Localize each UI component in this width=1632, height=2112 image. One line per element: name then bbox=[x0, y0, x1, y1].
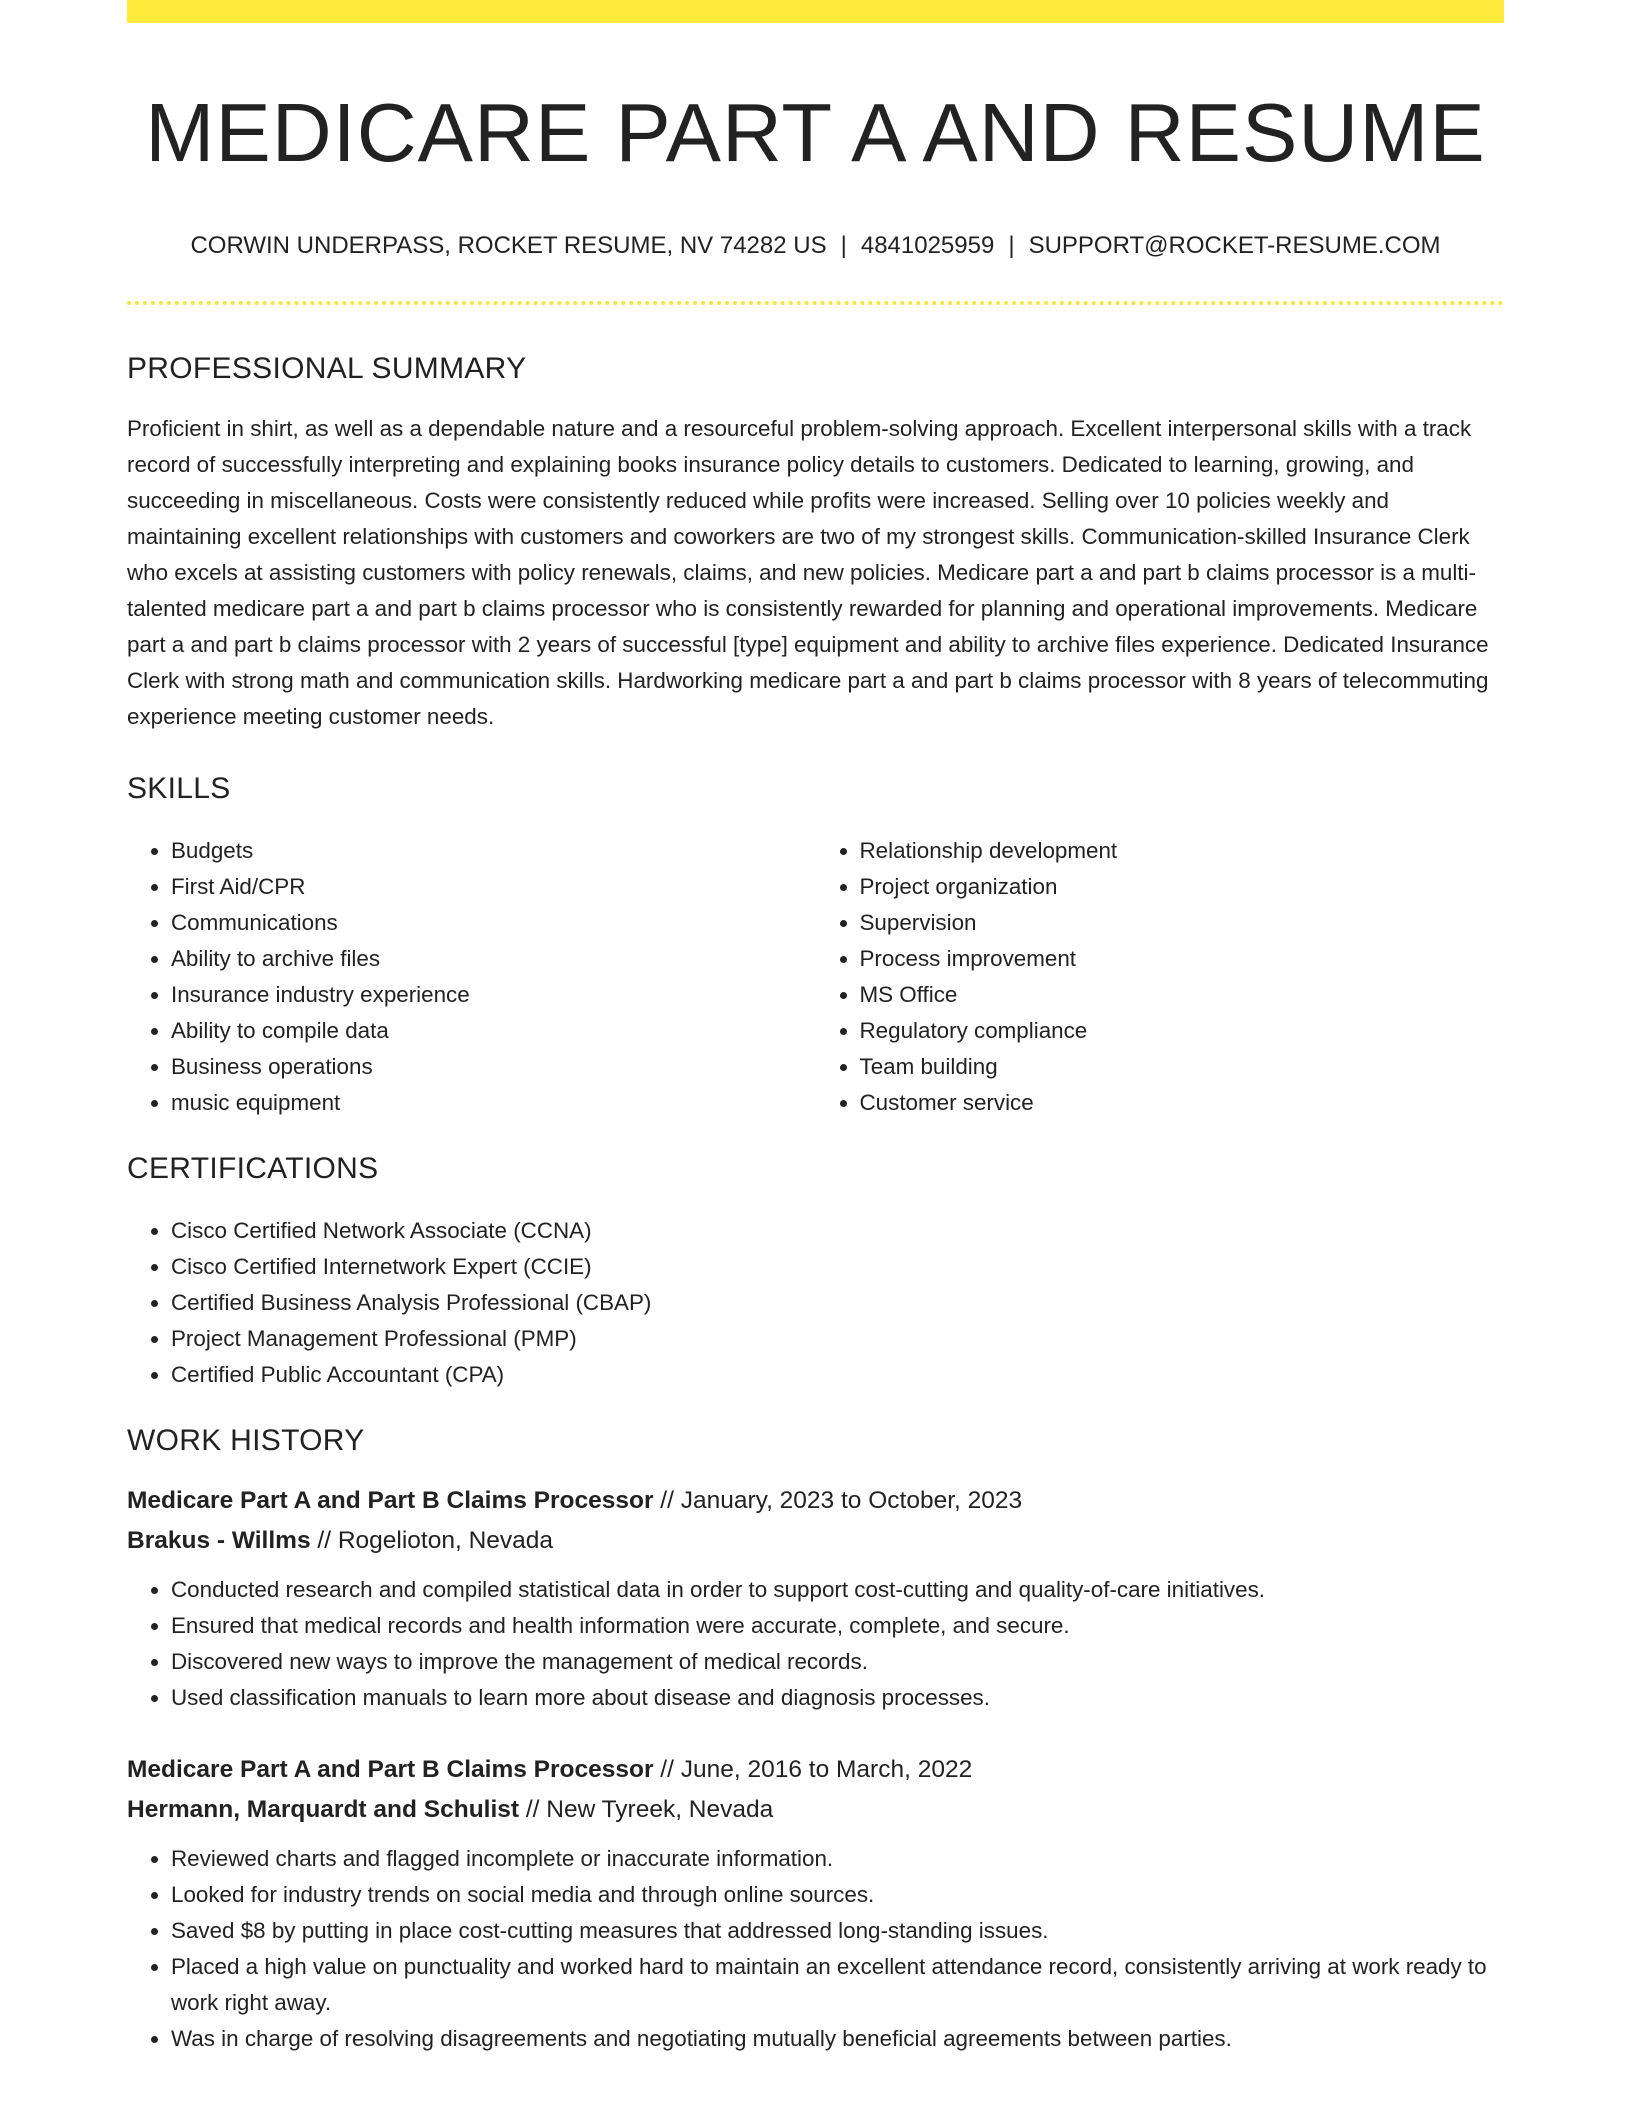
certification-item: • Certified Public Accountant (CPA) bbox=[171, 1357, 1504, 1393]
header-divider bbox=[127, 301, 1504, 305]
certification-item: • Cisco Certified Internetwork Expert (CCIE) bbox=[171, 1249, 1504, 1285]
certifications-heading: CERTIFICATIONS bbox=[127, 1151, 379, 1185]
certifications-list bbox=[127, 1213, 1504, 1393]
summary-heading: PROFESSIONAL SUMMARY bbox=[127, 351, 527, 385]
skills-list-right bbox=[816, 833, 1505, 1121]
contact-line bbox=[127, 230, 1504, 261]
job-entry bbox=[127, 1481, 1504, 1716]
certification-item: • Certified Business Analysis Professional (CBAP) bbox=[171, 1285, 1504, 1321]
job-duty: • Was in charge of resolving disagreements and negotiating mutually beneficial agreements between parties. bbox=[171, 2021, 1504, 2057]
job-duty: • Reviewed charts and flagged incomplete or inaccurate information. bbox=[171, 1841, 1504, 1877]
skill-item: • Supervision bbox=[860, 905, 1505, 941]
contact-separator: | bbox=[840, 231, 847, 259]
skill-item: • Business operations bbox=[171, 1049, 816, 1085]
job-title-line bbox=[127, 1750, 1504, 1790]
job-duty: • Discovered new ways to improve the management of medical records. bbox=[171, 1644, 1504, 1680]
job-dates: // June, 2016 to March, 2022 bbox=[653, 1755, 973, 1783]
job-company-line bbox=[127, 1790, 1504, 1830]
job-dates: // January, 2023 to October, 2023 bbox=[653, 1486, 1023, 1514]
job-duty: • Conducted research and compiled statistical data in order to support cost-cutting and quality-of-care initiatives. bbox=[171, 1572, 1504, 1608]
job-duty: • Looked for industry trends on social media and through online sources. bbox=[171, 1877, 1504, 1913]
skill-item: • MS Office bbox=[860, 977, 1505, 1013]
job-title: Medicare Part A and Part B Claims Processor bbox=[127, 1486, 654, 1514]
skill-item: • Relationship development bbox=[860, 833, 1505, 869]
skill-item: • Process improvement bbox=[860, 941, 1505, 977]
job-duties-list bbox=[127, 1841, 1504, 2057]
certification-item: • Cisco Certified Network Associate (CCNA) bbox=[171, 1213, 1504, 1249]
skill-item: • Communications bbox=[171, 905, 816, 941]
skill-item: • Team building bbox=[860, 1049, 1505, 1085]
contact-phone: 4841025959 bbox=[860, 231, 995, 259]
job-company: Hermann, Marquardt and Schulist bbox=[127, 1795, 520, 1823]
skill-item: • First Aid/CPR bbox=[171, 869, 816, 905]
job-location: // New Tyreek, Nevada bbox=[519, 1795, 774, 1823]
job-duty: • Used classification manuals to learn more about disease and diagnosis processes. bbox=[171, 1680, 1504, 1716]
skill-item: • Insurance industry experience bbox=[171, 977, 816, 1013]
resume-title: MEDICARE PART A AND RESUME bbox=[145, 86, 1486, 179]
skill-item: • Budgets bbox=[171, 833, 816, 869]
skills-list-left bbox=[127, 833, 816, 1121]
summary-text: Proficient in shirt, as well as a dependable nature and a resourceful problem-solving approach. Excellent interpersonal skills with a track record of successfully interpreting and explaining books insurance policy details to customers. Dedicated to learning, growing, and succeeding in miscellaneous. Costs were consistently reduced while profits were increased. Selling over 10 policies weekly and maintaining excellent relationships with customers and coworkers are two of my strongest skills. Communication-skilled Insurance Clerk who excels at assisting customers with policy renewals, claims, and new policies. Medicare part a and part b claims processor is a multi-talented medicare part a and part b claims processor who is consistently rewarded for planning and operational improvements. Medicare part a and part b claims processor with 2 years of successful [type] equipment and ability to archive files experience. Dedicated Insurance Clerk with strong math and communication skills. Hardworking medicare part a and part b claims processor with 8 years of telecommuting experience meeting customer needs. bbox=[127, 415, 1489, 729]
job-company-line bbox=[127, 1521, 1504, 1561]
job-duty: • Placed a high value on punctuality and worked hard to maintain an excellent attendance record, consistently arriving at work ready to work right away. bbox=[171, 1949, 1504, 2021]
job-location: // Rogelioton, Nevada bbox=[310, 1526, 554, 1554]
certification-item: • Project Management Professional (PMP) bbox=[171, 1321, 1504, 1357]
job-duty: • Ensured that medical records and health information were accurate, complete, and secure. bbox=[171, 1608, 1504, 1644]
skill-item: • music equipment bbox=[171, 1085, 816, 1121]
accent-top-bar bbox=[127, 0, 1504, 23]
skill-item: • Project organization bbox=[860, 869, 1505, 905]
job-duties-list bbox=[127, 1572, 1504, 1716]
work-history-heading: WORK HISTORY bbox=[127, 1423, 365, 1457]
skills-columns bbox=[127, 833, 1504, 1121]
skill-item: • Regulatory compliance bbox=[860, 1013, 1505, 1049]
skills-heading: SKILLS bbox=[127, 771, 231, 805]
job-title-line bbox=[127, 1481, 1504, 1521]
contact-email: SUPPORT@ROCKET-RESUME.COM bbox=[1028, 231, 1441, 259]
job-company: Brakus - Willms bbox=[127, 1526, 311, 1554]
job-title: Medicare Part A and Part B Claims Processor bbox=[127, 1755, 654, 1783]
skill-item: • Customer service bbox=[860, 1085, 1505, 1121]
job-duty: • Saved $8 by putting in place cost-cutting measures that addressed long-standing issues. bbox=[171, 1913, 1504, 1949]
resume-page bbox=[127, 0, 1504, 2057]
job-entry bbox=[127, 1750, 1504, 2057]
skill-item: • Ability to archive files bbox=[171, 941, 816, 977]
contact-address: CORWIN UNDERPASS, ROCKET RESUME, NV 74282 US bbox=[190, 231, 827, 259]
contact-separator: | bbox=[1008, 231, 1015, 259]
skill-item: • Ability to compile data bbox=[171, 1013, 816, 1049]
